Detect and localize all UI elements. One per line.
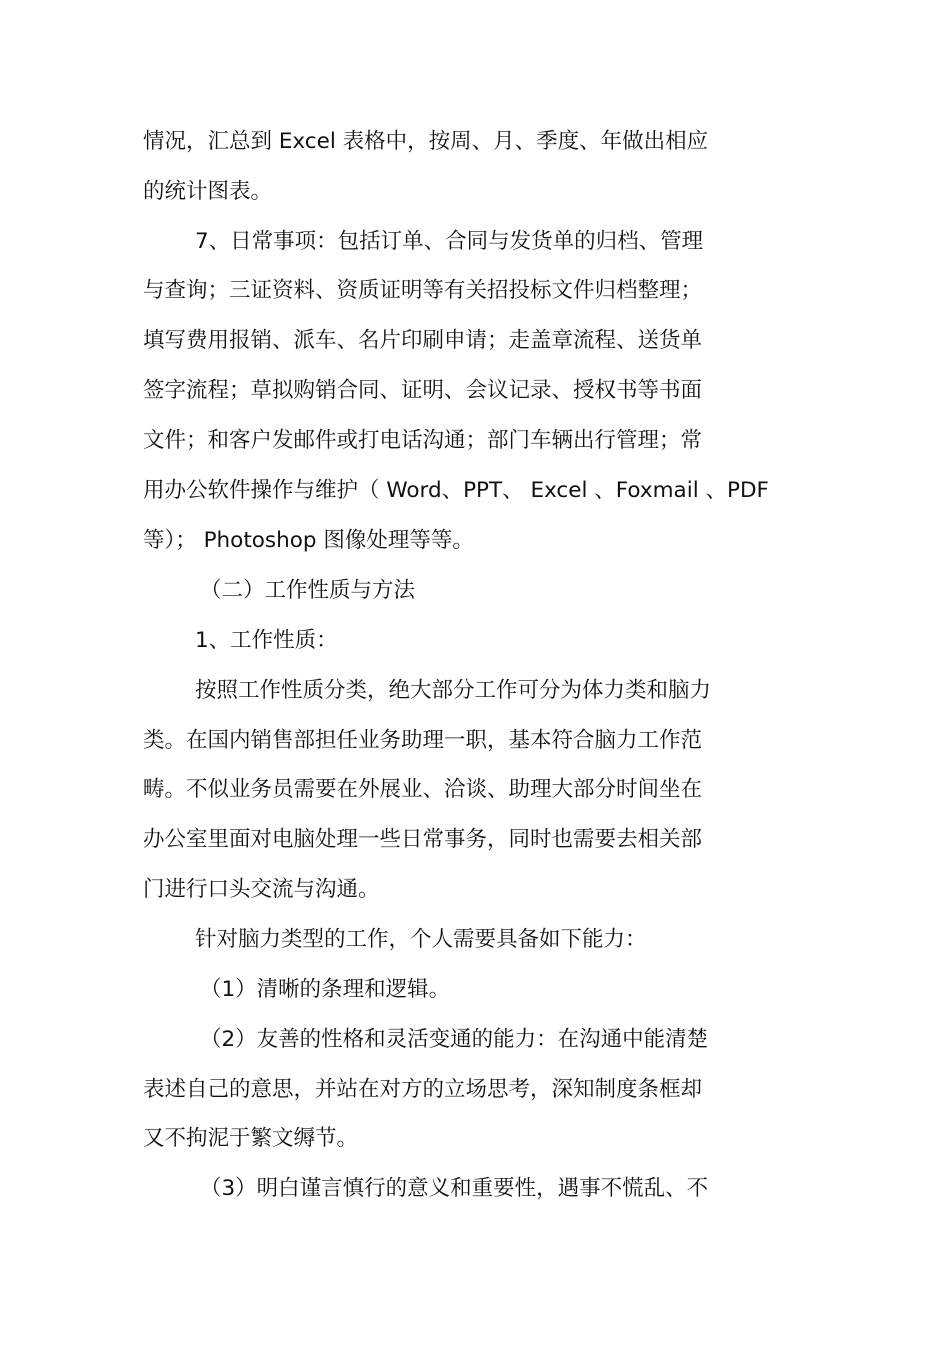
text-line: 情况，汇总到 Excel 表格中，按周、月、季度、年做出相应 (143, 129, 709, 154)
text-line: 用办公软件操作与维护（ Word、PPT、 Excel 、Foxmail 、PDF (143, 478, 769, 503)
text-line: 签字流程；草拟购销合同、证明、会议记录、授权书等书面 (143, 378, 703, 403)
section-heading: （二）工作性质与方法 (200, 578, 416, 603)
text-line: 表述自己的意思，并站在对方的立场思考，深知制度条框却 (143, 1077, 703, 1102)
list-item: （2）友善的性格和灵活变通的能力：在沟通中能清楚 (200, 1027, 709, 1052)
text-line: 畴。不似业务员需要在外展业、洽谈、助理大部分时间坐在 (143, 777, 703, 802)
text-line: 门进行口头交流与沟通。 (143, 877, 380, 902)
text-line: 又不拘泥于繁文缛节。 (143, 1126, 359, 1151)
text-line: 类。在国内销售部担任业务助理一职，基本符合脑力工作范 (143, 728, 703, 753)
list-item: （1）清晰的条理和逻辑。 (200, 977, 451, 1002)
text-line: 文件；和客户发邮件或打电话沟通；部门车辆出行管理；常 (143, 428, 703, 453)
list-item: （3）明白谨言慎行的意义和重要性，遇事不慌乱、不 (200, 1176, 709, 1201)
text-line: 针对脑力类型的工作，个人需要具备如下能力： (195, 927, 647, 952)
text-line: 7、日常事项：包括订单、合同与发货单的归档、管理 (195, 229, 704, 254)
text-line: 等）； Photoshop 图像处理等等。 (143, 528, 474, 553)
subsection-heading: 1、工作性质： (195, 628, 338, 653)
text-line: 按照工作性质分类，绝大部分工作可分为体力类和脑力 (195, 678, 712, 703)
text-line: 填写费用报销、派车、名片印刷申请；走盖章流程、送货单 (143, 328, 703, 353)
text-line: 办公室里面对电脑处理一些日常事务，同时也需要去相关部 (143, 827, 703, 852)
text-line: 与查询；三证资料、资质证明等有关招投标文件归档整理； (143, 278, 703, 303)
text-line: 的统计图表。 (143, 179, 273, 204)
